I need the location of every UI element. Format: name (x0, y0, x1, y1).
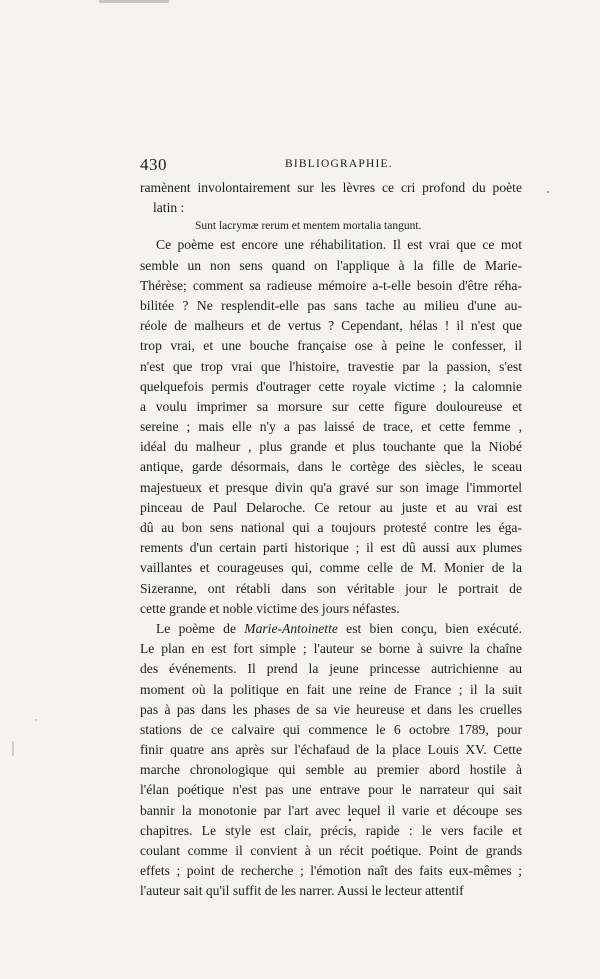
text-line: a voulu imprimer sa morsure sur cette figure douloureuse et (140, 398, 522, 414)
text-line: des événements. Il prend la jeune princesse autrichienne au (140, 661, 522, 677)
text-line: l'élan poétique n'est pas une entrave pour le narrateur qui sait (140, 782, 522, 798)
work-title: Marie-Antoinette (244, 620, 338, 636)
text-line: bannir la monotonie par l'art avec lequel il varie et découpe ses (140, 802, 522, 818)
text-line: Thérèse; comment sa radieuse mémoire a-t-elle besoin d'être réha- (140, 277, 522, 293)
text-line: cette grande et noble victime des jours néfastes. (140, 600, 400, 616)
text-line: effets ; point de recherche ; l'émotion naît des faits eux-mêmes ; (140, 863, 522, 879)
text-line: réole de malheurs et de vertus ? Cependant, hélas ! il n'est que (140, 318, 522, 334)
text-line: rements d'un certain parti historique ; il est dû aussi aux plumes (140, 540, 522, 556)
text-line: sereine ; mais elle n'y a pas laissé de trace, et cette femme , (140, 419, 522, 435)
text-line: Le plan en est fort simple ; l'auteur se borne à suivre la chaîne (140, 641, 522, 657)
text-line: Ce poème est encore une réhabilitation. Il est vrai que ce mot (156, 237, 522, 253)
text-line: ramènent involontairement sur les lèvres ce cri profond du poète (140, 180, 522, 195)
text-line: Sizeranne, ont rétabli dans son véritable jour le portrait de (140, 580, 522, 596)
body-text (140, 178, 522, 902)
text-line: coulant comme il convient à un récit poétique. Point de grands (140, 843, 522, 858)
text-line: trop vrai, et une bouche française ose à peine le confesser, il (140, 338, 522, 354)
text-line: Le poème de Marie-Antoinette est bien conçu, bien exécuté. (156, 620, 522, 636)
text-line: bilitée ? Ne resplendit-elle pas sans tache au milieu d'une au- (140, 297, 522, 313)
text-line: antique, garde désormais, dans le cortège des siècles, le sceau (140, 459, 522, 475)
text-line: l'auteur sait qu'il suffit de les narrer. Aussi le lecteur attentif (140, 883, 464, 899)
text-line: stations de ce calvaire qui commence le 6 octobre 1789, pour (140, 721, 522, 737)
text-line: quelquefois permis d'outrager cette royale victime ; la calomnie (140, 378, 522, 394)
text-line: latin : (153, 200, 185, 216)
text-line: semble un non sens quand on l'applique à la fille de Marie- (140, 257, 522, 273)
running-title: BIBLIOGRAPHIE. (285, 158, 393, 170)
text-line: finir quatre ans après sur l'échafaud de la place Louis XV. Cette (140, 742, 522, 758)
text-line: moment où la politique en fait une reine de France ; il la suit (140, 681, 522, 697)
text-line: n'est que trop vrai que l'histoire, travestie par la passion, s'est (140, 358, 522, 374)
text-line: pinceau de Paul Delaroche. Ce retour au juste et au vrai est (140, 499, 522, 515)
text-line: chapitres. Le style est clair, précis, rapide : le vers facile et (140, 822, 522, 838)
page-header (140, 155, 520, 175)
text-line: majestueux et presque divin qu'a gravé sur son image l'immortel (140, 479, 522, 495)
text-line: vaillantes et courageuses qui, comme celle de M. Monier de la (140, 560, 522, 576)
latin-quote: Sunt lacrymæ rerum et mentem mortalia tangunt. (195, 220, 422, 233)
text-line: idéal du malheur , plus grande et plus touchante que la Niobé (140, 439, 522, 455)
text-line: dû au bon sens national qui a toujours protesté contre les éga- (140, 520, 522, 535)
page-number: 430 (140, 155, 167, 174)
text-line: pas à pas dans les phases de sa vie heureuse et dans les cruelles (140, 701, 522, 717)
text-line: marche chronologique qui semble au premier abord hostile à (140, 762, 522, 778)
